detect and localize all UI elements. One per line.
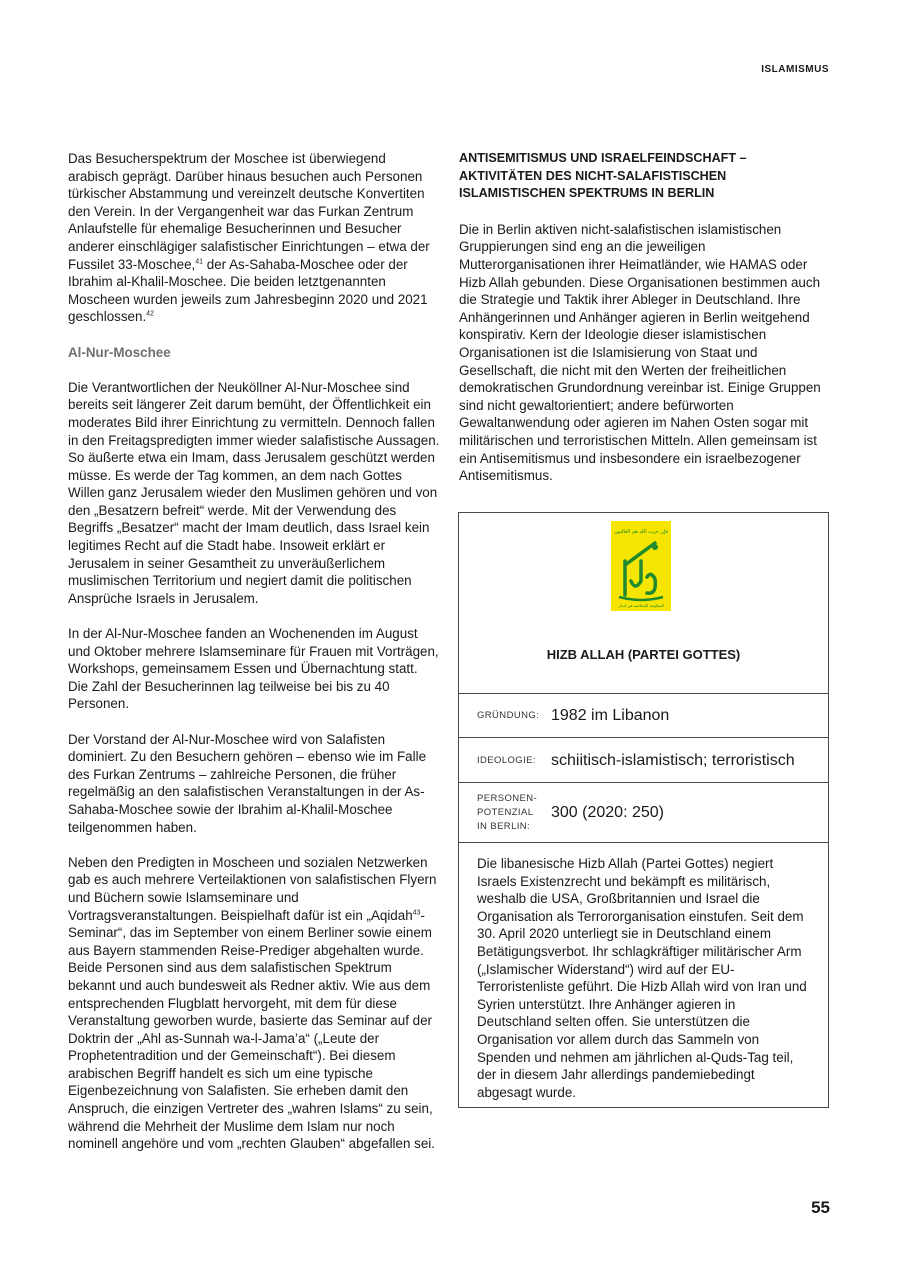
paragraph-4: Der Vorstand der Al-Nur-Moschee wird von Salafisten dominiert. Zu den Besuchern gehören – ebenso wie im Falle des Furkan Zentrums – zahlreiche Personen, die früher regelmäßig an den salafistischen Veranstaltungen in der As-Sahaba-Moschee sowie der Ibrahim al-Khalil-Moschee teilgenommen haben. [68,731,427,835]
paragraph-1: Das Besucherspektrum der Moschee ist überwiegend arabisch geprägt. Darüber hinaus besuchen auch Personen türkischer Abstammung und vereinzelt deutsche Konvertiten den Verein. In der Vergangenheit war das Furkan Zentrum Anlaufstelle für ehemalige Besucherinnen und Besucher anderer einschlägiger salafistischer Einrichtungen – etwa der Fussilet 33-Moschee,$^{41}$ der As-Sahaba-Moschee oder der Ibrahim al-Khalil-Moschee. Die beiden letztgenannten Moscheen wurden jeweils zum Jahresbeginn 2020 und 2021 geschlossen.$^{42}$ [68,151,430,325]
right-column [459,150,831,485]
row-ideologie [459,737,828,783]
flag-top-text: فإن حزب الله هم الغالبون [614,529,668,535]
row-gruendung [459,693,828,738]
page-number: 55 [811,1198,830,1217]
row-label: GRÜNDUNG: [477,710,540,721]
footnote-ref-43[interactable]: 43 [412,909,421,917]
left-column [68,150,440,1170]
row-label: IDEOLOGIE: [477,754,536,766]
section-label: ISLAMISMUS [761,64,829,75]
row-value: 300 (2020: 250) [551,803,664,821]
footnote-ref-41[interactable]: 41 [195,258,204,266]
hizb-allah-infobox [458,512,829,1108]
paragraph-2: Die Verantwortlichen der Neuköllner Al-Nur-Moschee sind bereits seit längerer Zeit darum bemüht, der Öffentlichkeit ein moderates Bild ihrer Einrichtung zu vermitteln. Dennoch fallen in den Freitagspredigten immer wieder salafistische Aussagen. So äußerte etwa ein Imam, dass Jerusalem geschützt werden müsse. Es werde der Tag kommen, an dem nach Gottes Willen ganz Jerusalem wieder den Muslimen gehören und von den „Besatzern befreit“ werde. Mit der Verwendung des Begriffs „Besatzer“ macht der Imam deutlich, dass Israel kein legitimes Recht auf die Stadt habe. Insoweit erklärt er Jerusalem in seiner Gesamtheit zu unveräußerlichem muslimischen Territorium und negiert damit die politischen Ansprüche Israels in Jerusalem. [68,379,440,606]
section-heading: ANTISEMITISMUS UND ISRAELFEINDSCHAFT – AKTIVITÄTEN DES NICHT-SALAFISTISCHEN ISLAMISTISCHEN SPEKTRUMS IN BERLIN [459,151,747,201]
row-label: PERSONEN- POTENZIAL IN BERLIN: [477,792,538,832]
hizb-allah-flag-icon [611,521,671,611]
subheading-al-nur: Al-Nur-Moschee [68,344,171,360]
flag-bottom-text: المقاومة الإسلامية في لبنان [618,603,664,608]
footnote-ref-42[interactable]: 42 [146,310,154,318]
infobox-description: Die libanesische Hizb Allah (Partei Gottes) negiert Israels Existenzrecht und bekämpft es militärisch, weshalb die USA, Großbritannien und Israel die Organisation als Terrororganisation einstufen. Seit dem 30. April 2020 unterliegt sie in Deutschland einem Betätigungsverbot. Ihr schlagkräftiger militärischer Arm („Islamischer Widerstand“) wird auf der EU-Terroristenliste geführt. Die Hizb Allah wird von Iran und Syrien unterstützt. Ihre Anhänger agieren in Deutschland selten offen. Sie unterstützen die Organisation vor allem durch das Sammeln von Spenden und nehmen am jährlichen al-Quds-Tag teil, der in diesem Jahr allerdings pandemiebedingt abgesagt wurde. [477,856,807,1100]
infobox-title: HIZB ALLAH (PARTEI GOTTES) [546,647,741,662]
paragraph-3: In der Al-Nur-Moschee fanden an Wochenenden im August und Oktober mehrere Islamseminare für Frauen mit Vorträgen, Workshops, gemeinsamem Essen und Übernachtung statt. Die Zahl der Besucherinnen lag teilweise bei bis zu 40 Personen. [68,626,439,712]
row-personenpotenzial [459,782,828,843]
paragraph-5: Neben den Predigten in Moscheen und sozialen Netzwerken gab es auch mehrere Verteilaktionen von salafistischen Flyern und Büchern sowie Islamseminare und Vortragsveranstaltungen. Beispielhaft dafür ist ein „Aqidah$^{43}$-Seminar“, das im September von einem Berliner sowie einem aus Bayern stammenden Reise-Prediger abgehalten wurde. Beide Personen sind aus dem salafistischen Spektrum bekannt und auch bundesweit als Redner aktiv. Wie aus dem entsprechenden Flugblatt hervorgeht, mit dem für diese Veranstaltung geworben wurde, basierte das Seminar auf der Doktrin der „Ahl as-Sunnah wa-l-Jama’a“ („Leute der Prophetentradition und der Gemeinschaft“). Bei diesem arabischen Begriff handelt es sich um eine typische Eigenbezeichnung von Salafisten. Sie erheben damit den Anspruch, die einzigen Vertreter des „wahren Islams“ zu sein, während die Mehrheit der Muslime dem Islam nur noch nominell angehöre und vom „rechten Glauben“ abgefallen sei. [68,854,437,1152]
intro-paragraph: Die in Berlin aktiven nicht-salafistischen islamistischen Gruppierungen sind eng an die jeweiligen Mutterorganisationen ihrer Heimatländer, wie HAMAS oder Hizb Allah gebunden. Diese Organisationen bestimmen auch die Strategie und Taktik ihrer Ableger in Deutschland. Ihre Anhängerinnen und Anhänger agieren in Berlin weitgehend konspirativ. Kern der Ideologie dieser islamistischen Organisationen ist die Islamisierung von Staat und Gesellschaft, die nicht mit den Werten der freiheitlichen demokratischen Grundordnung vereinbar ist. Einige Gruppen sind nicht gewaltorientiert; andere befürworten Gewaltanwendung oder agieren im Nahen Osten sogar mit militärischen und terroristischen Mitteln. Allen gemeinsam ist ein Antisemitismus und insbesondere ein israelbezogener Antisemitismus. [459,221,821,484]
row-value: 1982 im Libanon [551,707,670,724]
row-value: schiitisch-islamistisch; terroristisch [551,751,795,769]
